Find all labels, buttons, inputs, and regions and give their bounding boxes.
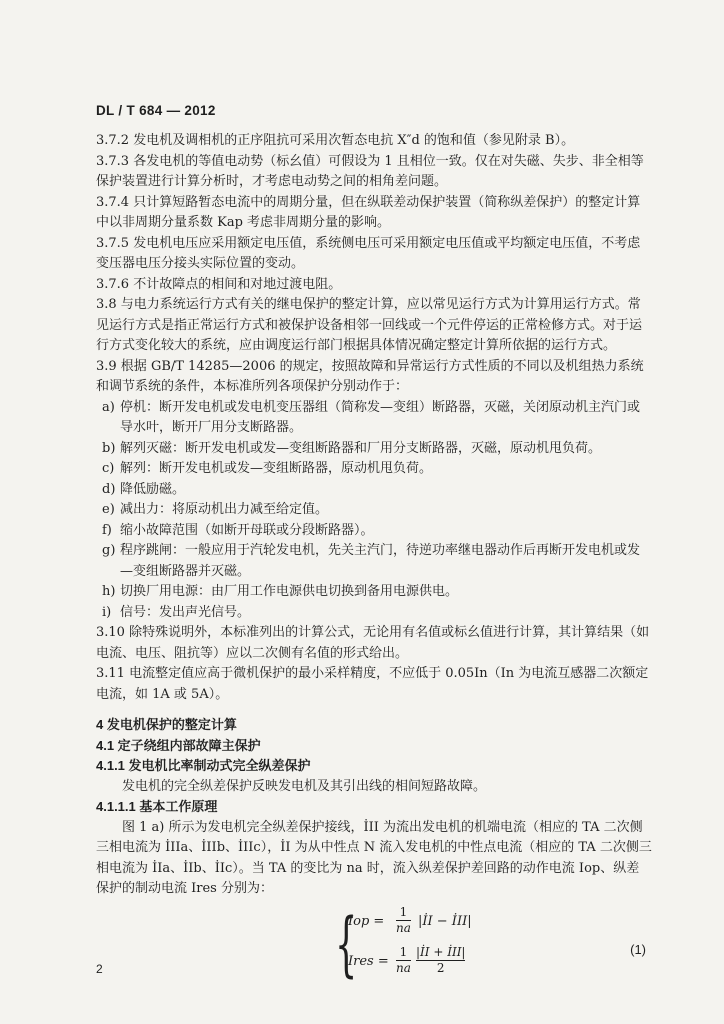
section-heading: 4 发电机保护的整定计算 <box>96 717 237 732</box>
formula-fraction: |İI + İII| 2 <box>416 944 466 975</box>
document-body <box>96 131 652 984</box>
formula-number: (1) <box>630 941 646 957</box>
list-item: i) 信号：发出声光信号。 <box>102 604 251 620</box>
list-item: d) 降低励磁。 <box>102 481 186 497</box>
list-item: a) 停机：断开发电机或发电机变压器组（简称发—变组）断路器，灭磁，关闭原动机主汽门或导水叶，断开厂用分支断路器。 <box>102 399 641 435</box>
list-item: f) 缩小故障范围（如断开母联或分段断路器）。 <box>102 522 374 538</box>
formula-rhs-op: |İI − İII| <box>418 913 472 929</box>
clause-3-8: 3.8 与电力系统运行方式有关的继电保护的整定计算，应以常见运行方式为计算用运行方式。常见运行方式是指正常运行方式和被保护设备相邻一回线或一个元件停运的正常检修方式。对于运行方式变化较大的系统，应由调度运行部门根据具体情况确定整定计算所依据的运行方式。 <box>96 297 643 353</box>
subsection-text: 发电机的完全纵差保护反映发电机及其引出线的相间短路故障。 <box>122 778 487 794</box>
formula-lhs-op: Iop = <box>348 913 385 929</box>
clause-3-7-3: 3.7.3 各发电机的等值电动势（标幺值）可假设为 1 且相位一致。仅在对失磁、失步、非全相等保护装置进行计算分析时，才考虑电动势之间的相角差问题。 <box>96 153 644 189</box>
clause-3-7-4: 3.7.4 只计算短路暂态电流中的周期分量，但在纵联差动保护装置（简称纵差保护）的整定计算中以非周期分量系数 Kap 考虑非周期分量的影响。 <box>96 194 641 230</box>
clause-3-7-5: 3.7.5 发电机电压应采用额定电压值，系统侧电压可采用额定电压值或平均额定电压值，不考虑变压器电压分接头实际位置的变动。 <box>96 235 641 271</box>
list-item: g) 程序跳闸：一般应用于汽轮发电机，先关主汽门，待逆功率继电器动作后再断开发电机或发—变组断路器并灭磁。 <box>102 543 641 579</box>
clause-3-9: 3.9 根据 GB/T 14285—2006 的规定，按照故障和异常运行方式性质的不同以及机组热力系统和调节系统的条件，本标准所列各项保护分别动作于： <box>96 358 644 394</box>
list-item: c) 解列：断开发电机或发—变组断路器，原动机甩负荷。 <box>102 461 433 476</box>
formula-1 <box>96 904 652 984</box>
standard-header: DL / T 684 — 2012 <box>96 103 216 118</box>
list-item: h) 切换厂用电源：由厂用工作电源供电切换到备用电源供电。 <box>102 584 459 599</box>
principle-text: 图 1 a) 所示为发电机完全纵差保护接线，İII 为流出发电机的机端电流（相应的 TA 二次侧三相电流为 İIIa、İIIb、İIIc），İI 为从中性点 N 流入发电机的中性点电流（相应的 TA 二次侧三相电流为 İIa、İIb、İIc）。当 TA 的变比为 na 时，流入纵差保护差回路的动作电流 Iop、纵差保护的制动电流 Ires 分别为： <box>96 819 652 896</box>
formula-fraction: 1 na <box>396 944 411 975</box>
clause-3-11: 3.11 电流整定值应高于微机保护的最小采样精度，不应低于 0.05In（In 为电流互感器二次额定电流，如 1A 或 5A）。 <box>96 666 649 702</box>
formula-fraction: 1 na <box>396 904 411 935</box>
clause-3-10: 3.10 除特殊说明外，本标准列出的计算公式，无论用有名值或标幺值进行计算，其计算结果（如电流、电压、阻抗等）应以二次侧有名值的形式给出。 <box>96 625 650 661</box>
page-number: 2 <box>96 962 103 976</box>
formula-brace: { <box>335 902 358 985</box>
subsection-heading: 4.1.1 发电机比率制动式完全纵差保护 <box>96 758 311 773</box>
clause-3-7-2: 3.7.2 发电机及调相机的正序阻抗可采用次暂态电抗 X″d 的饱和值（参见附录 B）。 <box>96 133 575 148</box>
list-item: b) 解列灭磁：断开发电机或发—变组断路器和厂用分支断路器，灭磁，原动机甩负荷。 <box>102 440 602 456</box>
formula-lhs-res: Ires = <box>348 953 389 969</box>
clause-3-7-6: 3.7.6 不计故障点的相间和对地过渡电阻。 <box>96 276 342 292</box>
subsection-heading: 4.1 定子绕组内部故障主保护 <box>96 737 261 753</box>
list-item: e) 减出力：将原动机出力减至给定值。 <box>102 502 329 517</box>
subsection-heading: 4.1.1.1 基本工作原理 <box>96 799 218 814</box>
